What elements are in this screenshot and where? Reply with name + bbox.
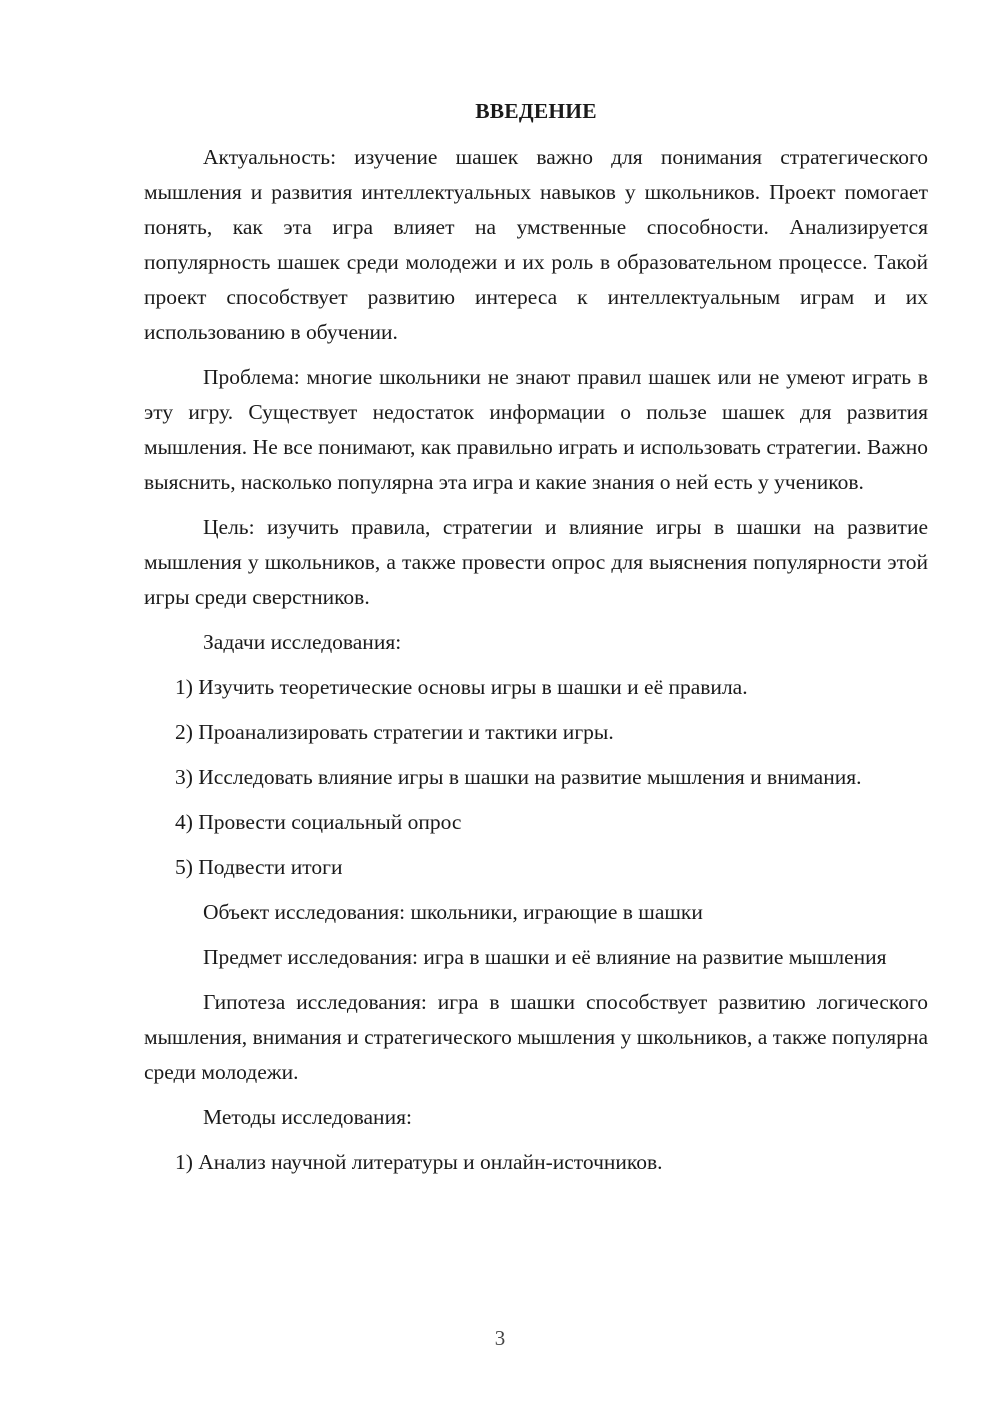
goal-paragraph: Цель: изучить правила, стратегии и влияние игры в шашки на развитие мышления у школьников, а также провести опрос для выяснения популярности этой игры среди сверстников. xyxy=(144,515,928,609)
method-item-1: 1) Анализ научной литературы и онлайн-источников. xyxy=(175,1150,663,1174)
methods-heading: Методы исследования: xyxy=(203,1105,412,1129)
task-item-3: 3) Исследовать влияние игры в шашки на развитие мышления и внимания. xyxy=(175,765,862,789)
hypothesis-paragraph: Гипотеза исследования: игра в шашки способствует развитию логического мышления, внимания и стратегического мышления у школьников, а также популярна среди молодежи. xyxy=(144,990,928,1084)
task-item-1: 1) Изучить теоретические основы игры в шашки и её правила. xyxy=(175,675,748,699)
problem-paragraph: Проблема: многие школьники не знают правил шашек или не умеют играть в эту игру. Существует недостаток информации о пользе шашек для развития мышления. Не все понимают, как правильно играть и использовать стратегии. Важно выяснить, насколько популярна эта игра и какие знания о ней есть у учеников. xyxy=(144,365,928,494)
section-title: ВВЕДЕНИЕ xyxy=(475,99,597,123)
object-paragraph: Объект исследования: школьники, играющие в шашки xyxy=(203,900,703,924)
task-item-2: 2) Проанализировать стратегии и тактики игры. xyxy=(175,720,614,744)
page-number: 3 xyxy=(494,1326,506,1350)
relevance-paragraph: Актуальность: изучение шашек важно для понимания стратегического мышления и развития интеллектуальных навыков у школьников. Проект помогает понять, как эта игра влияет на умственные способности. Анализируется популярность шашек среди молодежи и их роль в образовательном процессе. Такой проект способствует развитию интереса к интеллектуальным играм и их использованию в обучении. xyxy=(144,145,928,344)
task-item-4: 4) Провести социальный опрос xyxy=(175,810,462,834)
tasks-heading: Задачи исследования: xyxy=(203,630,402,654)
subject-paragraph: Предмет исследования: игра в шашки и её влияние на развитие мышления xyxy=(203,945,887,969)
task-item-5: 5) Подвести итоги xyxy=(175,855,343,879)
document-page xyxy=(144,96,928,1190)
